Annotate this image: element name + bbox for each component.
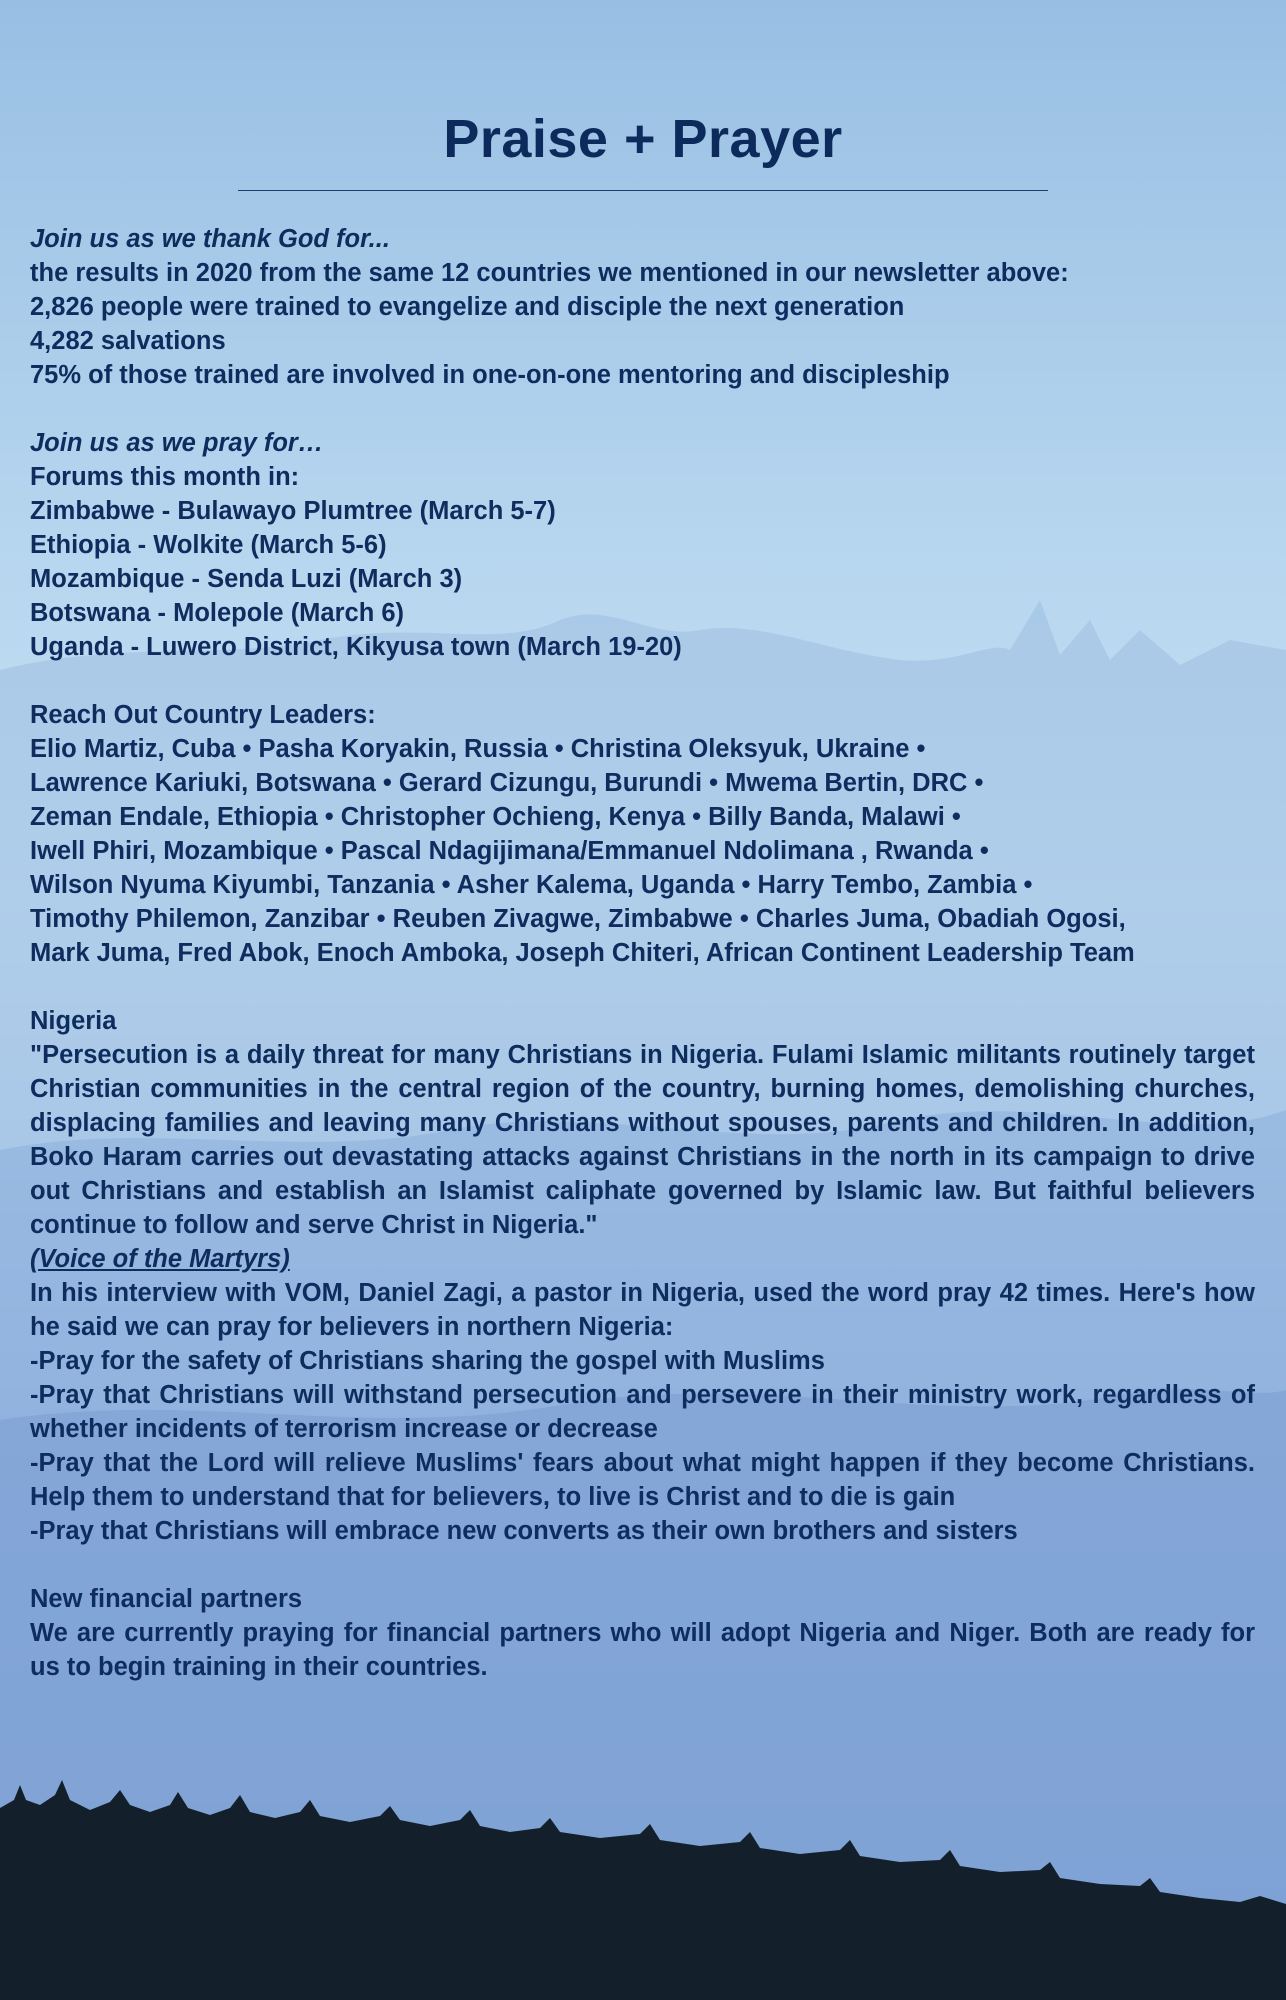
thank-heading: Join us as we thank God for... bbox=[30, 225, 390, 253]
content-body bbox=[30, 222, 1255, 1684]
leaders-line: Elio Martiz, Cuba • Pasha Koryakin, Russia • Christina Oleksyuk, Ukraine • bbox=[30, 735, 926, 763]
leaders-line: Timothy Philemon, Zanzibar • Reuben Zivagwe, Zimbabwe • Charles Juma, Obadiah Ogosi, bbox=[30, 905, 1126, 933]
forums-label: Forums this month in: bbox=[30, 463, 300, 491]
spacer bbox=[30, 664, 1255, 698]
pray-section bbox=[30, 426, 1255, 664]
thank-line: 4,282 salvations bbox=[30, 327, 226, 355]
partners-text: We are currently praying for financial partners who will adopt Nigeria and Niger. Both are ready for us to begin training in their countries. bbox=[30, 1619, 1255, 1681]
nigeria-heading: Nigeria bbox=[30, 1007, 117, 1035]
leaders-heading: Reach Out Country Leaders: bbox=[30, 701, 376, 729]
forum-item: Ethiopia - Wolkite (March 5-6) bbox=[30, 531, 387, 559]
thank-line: the results in 2020 from the same 12 countries we mentioned in our newsletter above: bbox=[30, 259, 1069, 287]
leaders-section bbox=[30, 698, 1255, 970]
partners-section bbox=[30, 1582, 1255, 1684]
quote-source-link[interactable]: (Voice of the Martyrs) bbox=[30, 1245, 290, 1273]
spacer bbox=[30, 970, 1255, 1004]
interview-text: In his interview with VOM, Daniel Zagi, a pastor in Nigeria, used the word pray 42 times. Here's how he said we can pray for believers in northern Nigeria: bbox=[30, 1279, 1255, 1341]
forum-item: Botswana - Molepole (March 6) bbox=[30, 599, 405, 627]
leaders-line: Zeman Endale, Ethiopia • Christopher Ochieng, Kenya • Billy Banda, Malawi • bbox=[30, 803, 961, 831]
spacer bbox=[30, 1548, 1255, 1582]
nigeria-section bbox=[30, 1004, 1255, 1548]
title-divider bbox=[238, 190, 1048, 191]
prayer-point: -Pray that Christians will embrace new converts as their own brothers and sisters bbox=[30, 1517, 1018, 1545]
leaders-line: Mark Juma, Fred Abok, Enoch Amboka, Joseph Chiteri, African Continent Leadership Team bbox=[30, 939, 1135, 967]
forum-item: Mozambique - Senda Luzi (March 3) bbox=[30, 565, 463, 593]
prayer-point: -Pray that the Lord will relieve Muslims' fears about what might happen if they become Christians. Help them to understand that for believers, to live is Christ and to die is gain bbox=[30, 1449, 1255, 1511]
persecution-quote: "Persecution is a daily threat for many Christians in Nigeria. Fulami Islamic militants routinely target Christian communities in the central region of the country, burning homes, demolishing churches, displacing families and leaving many Christians without spouses, parents and children. In addition, Boko Haram carries out devastating attacks against Christians in the north in its campaign to drive out Christians and establish an Islamist caliphate governed by Islamic law. But faithful believers continue to follow and serve Christ in Nigeria." bbox=[30, 1041, 1255, 1239]
thank-section bbox=[30, 222, 1255, 392]
leaders-line: Lawrence Kariuki, Botswana • Gerard Cizungu, Burundi • Mwema Bertin, DRC • bbox=[30, 769, 984, 797]
leaders-line: Iwell Phiri, Mozambique • Pascal Ndagijimana/Emmanuel Ndolimana , Rwanda • bbox=[30, 837, 989, 865]
spacer bbox=[30, 392, 1255, 426]
forum-item: Zimbabwe - Bulawayo Plumtree (March 5-7) bbox=[30, 497, 556, 525]
pray-heading: Join us as we pray for… bbox=[30, 429, 324, 457]
prayer-point: -Pray for the safety of Christians sharing the gospel with Muslims bbox=[30, 1347, 825, 1375]
thank-line: 75% of those trained are involved in one-on-one mentoring and discipleship bbox=[30, 361, 950, 389]
leaders-line: Wilson Nyuma Kiyumbi, Tanzania • Asher Kalema, Uganda • Harry Tembo, Zambia • bbox=[30, 871, 1033, 899]
forum-item: Uganda - Luwero District, Kikyusa town (March 19-20) bbox=[30, 633, 682, 661]
partners-heading: New financial partners bbox=[30, 1585, 303, 1613]
thank-line: 2,826 people were trained to evangelize and disciple the next generation bbox=[30, 293, 905, 321]
prayer-point: -Pray that Christians will withstand persecution and persevere in their ministry work, regardless of whether incidents of terrorism increase or decrease bbox=[30, 1381, 1255, 1443]
page-title: Praise + Prayer bbox=[443, 109, 843, 169]
